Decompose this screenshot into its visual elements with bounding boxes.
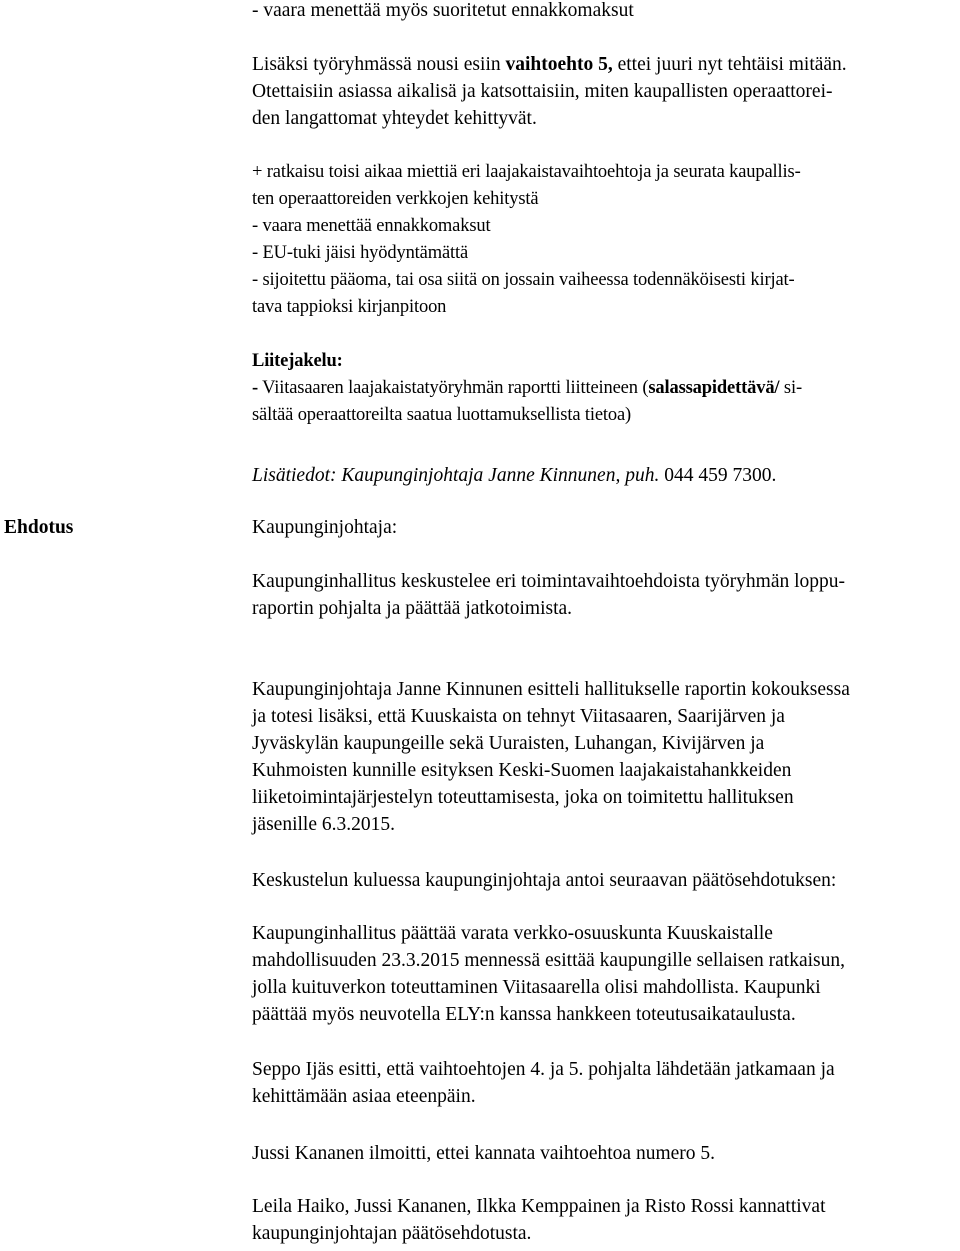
- option-list-line-4: - EU-tuki jäisi hyödyntämättä: [252, 243, 469, 263]
- option-list-line-2: ten operaattoreiden verkkojen kehitystä: [252, 189, 539, 209]
- attachments-line-1-post: si-: [779, 378, 802, 398]
- minutes-1-line-4: Kuhmoisten kunnille esityksen Keski-Suomen laajakaistahankkeiden: [252, 760, 792, 781]
- minutes-paragraph-1: [252, 676, 958, 838]
- additional-info-phone: 044 459 7300.: [659, 465, 777, 486]
- minutes-paragraph-5: [252, 1140, 958, 1167]
- minutes-3-line-1: Kaupunginhallitus päättää varata verkko-osuuskunta Kuuskaistalle: [252, 923, 773, 944]
- proposal-side-label: Ehdotus: [4, 517, 74, 538]
- additional-info-line: [252, 462, 958, 489]
- proposal-author-label: Kaupunginjohtaja:: [252, 517, 398, 538]
- proposal-text-line-2: raportin pohjalta ja päättää jatkotoimista.: [252, 598, 573, 619]
- attachments-line-2: sältää operaattoreilta saatua luottamuksellista tietoa): [252, 405, 632, 425]
- option-list: [252, 159, 958, 321]
- option-list-line-1: + ratkaisu toisi aikaa miettiä eri laajakaistavaihtoehtoja ja seurata kaupallis-: [252, 162, 801, 182]
- minutes-1-line-2: ja totesi lisäksi, että Kuuskaista on tehnyt Viitasaaren, Saarijärven ja: [252, 706, 785, 727]
- minutes-6-line-2: kaupunginjohtajan päätösehdotusta.: [252, 1223, 532, 1244]
- paragraph-lisaksi-pre: Lisäksi työryhmässä nousi esiin: [252, 54, 506, 75]
- attachments-heading: Liitejakelu:: [252, 351, 343, 371]
- option-list-line-6: tava tappioksi kirjanpitoon: [252, 297, 447, 317]
- paragraph-lisaksi-line-3: den langattomat yhteydet kehittyvät.: [252, 108, 537, 129]
- paragraph-lisaksi: [252, 51, 958, 132]
- option-list-line-3: - vaara menettää ennakkomaksut: [252, 216, 491, 236]
- minutes-3-line-4: päättää myös neuvotella ELY:n kanssa hankkeen toteutusaikataulusta.: [252, 1004, 796, 1025]
- paragraph-lisaksi-line-2: Otettaisiin asiassa aikalisä ja katsottaisiin, miten kaupallisten operaattorei-: [252, 81, 833, 102]
- minutes-paragraph-2: [252, 867, 958, 894]
- proposal-text-line-1: Kaupunginhallitus keskustelee eri toimintavaihtoehdoista työryhmän loppu-: [252, 571, 846, 592]
- bullet-top: [252, 0, 958, 24]
- minutes-4-line-1: Seppo Ijäs esitti, että vaihtoehtojen 4. ja 5. pohjalta lähdetään jatkamaan ja: [252, 1059, 835, 1080]
- minutes-5-line-1: Jussi Kananen ilmoitti, ettei kannata vaihtoehtoa numero 5.: [252, 1143, 716, 1164]
- minutes-2-line-1: Keskustelun kuluessa kaupunginjohtaja antoi seuraavan päätösehdotuksen:: [252, 870, 837, 891]
- minutes-paragraph-4: [252, 1056, 958, 1110]
- minutes-paragraph-3: [252, 920, 958, 1028]
- minutes-1-line-6: jäsenille 6.3.2015.: [252, 814, 395, 835]
- minutes-paragraph-6: [252, 1193, 958, 1247]
- minutes-6-line-1: Leila Haiko, Jussi Kananen, Ilkka Kemppainen ja Risto Rossi kannattivat: [252, 1196, 826, 1217]
- option-list-line-5: - sijoitettu pääoma, tai osa siitä on jossain vaiheessa todennäköisesti kirjat-: [252, 270, 795, 290]
- minutes-4-line-2: kehittämään asiaa eteenpäin.: [252, 1086, 476, 1107]
- minutes-3-line-3: jolla kuituverkon toteuttaminen Viitasaarella olisi mahdollista. Kaupunki: [252, 977, 821, 998]
- proposal-author: [252, 514, 958, 541]
- attachments-line-1-pre: Viitasaaren laajakaistatyöryhmän raportti liitteineen (: [258, 378, 649, 398]
- paragraph-lisaksi-bold: vaihtoehto 5,: [505, 54, 613, 75]
- bullet-top-line: - vaara menettää myös suoritetut ennakkomaksut: [252, 0, 634, 21]
- minutes-1-line-5: liiketoimintajärjestelyn toteuttamisesta, joka on toimitettu hallituksen: [252, 787, 794, 808]
- attachments: [252, 348, 958, 429]
- paragraph-lisaksi-post: ettei juuri nyt tehtäisi mitään.: [612, 54, 847, 75]
- additional-info-contact: Lisätiedot: Kaupunginjohtaja Janne Kinnunen, puh.: [252, 465, 660, 486]
- paragraph-lisaksi-line-1: [252, 51, 958, 78]
- attachments-confidential: salassapidettävä/: [648, 378, 780, 398]
- minutes-1-line-3: Jyväskylän kaupungeille sekä Uuraisten, Luhangan, Kivijärven ja: [252, 733, 765, 754]
- additional-info: [252, 462, 958, 489]
- minutes-1-line-1: Kaupunginjohtaja Janne Kinnunen esitteli hallitukselle raportin kokouksessa: [252, 679, 850, 700]
- attachments-line-1: [252, 375, 958, 402]
- minutes-3-line-2: mahdollisuuden 23.3.2015 mennessä esittää kaupungille sellaisen ratkaisun,: [252, 950, 845, 971]
- proposal-text: [252, 568, 958, 622]
- attachments-dash: -: [252, 378, 259, 398]
